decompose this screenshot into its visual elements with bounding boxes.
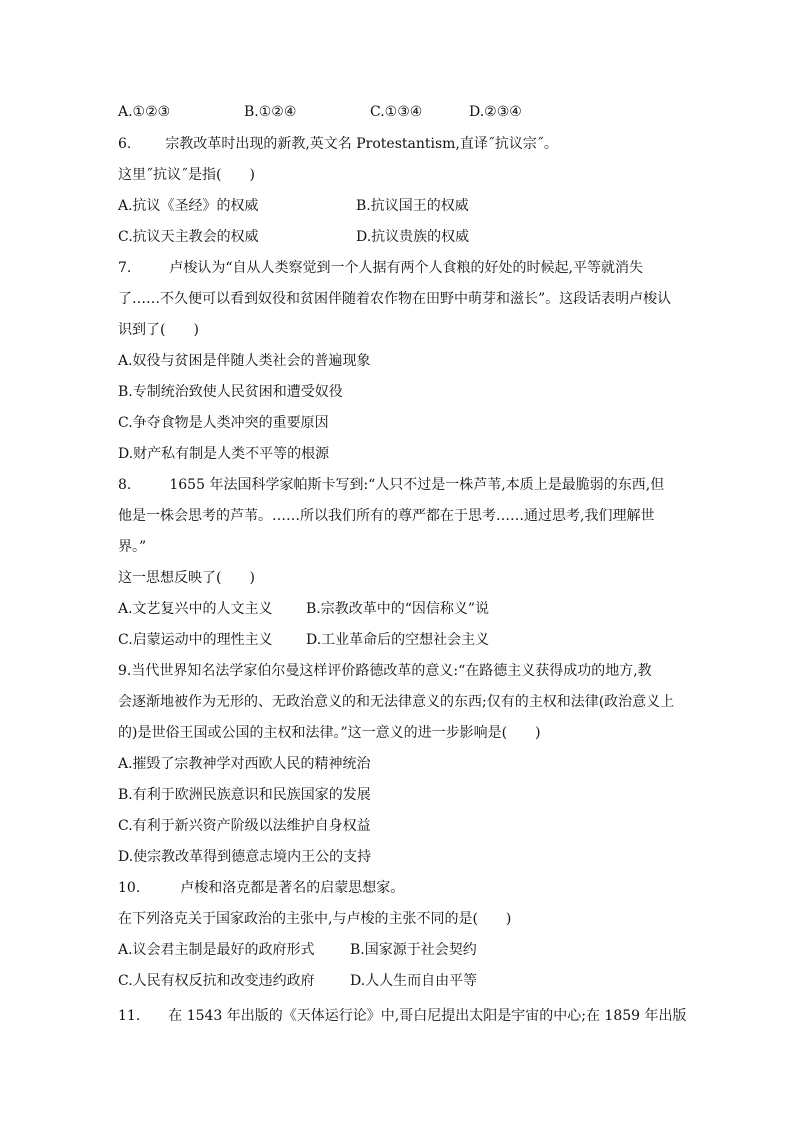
q9-option-b: B.有利于欧洲民族意识和民族国家的发展 <box>118 787 371 803</box>
q10-option-d: D.人人生而自由平等 <box>350 973 478 989</box>
q8-number: 8. <box>118 477 132 493</box>
q6-option-d: D.抗议贵族的权威 <box>356 229 470 245</box>
q8-stem-text: 1655 年法国科学家帕斯卡写到:“人只不过是一株芦苇,本质上是最脆弱的东西,但 <box>169 477 665 493</box>
q7-stem-line-3: 识到了( ) <box>118 322 199 338</box>
q7-number: 7. <box>118 260 132 276</box>
q8-option-a: A.文艺复兴中的人文主义 <box>118 601 273 617</box>
q11-stem-line-1 <box>118 1006 687 1026</box>
q5-option-a: A.①②③ <box>118 104 171 120</box>
q5-option-c: C.①③④ <box>370 104 423 120</box>
q11-number: 11. <box>118 1008 141 1024</box>
q8-option-b: B.宗教改革中的“因信称义”说 <box>306 601 490 617</box>
q10-stem-text: 卢梭和洛克都是著名的启蒙思想家。 <box>180 880 405 896</box>
q11-stem-text: 在 1543 年出版的《天体运行论》中,哥白尼提出太阳是宇宙的中心;在 1859 年出版 <box>168 1008 687 1024</box>
q8-stem-line-2: 他是一株会思考的芦苇。……所以我们所有的尊严都在于思考……通过思考,我们理解世 <box>118 508 655 524</box>
q7-stem-line-1 <box>118 258 643 278</box>
q9-stem-line-3: 的)是世俗王国或公国的主权和法律。”这一意义的进一步影响是( ) <box>118 725 541 741</box>
q6-option-a: A.抗议《圣经》的权威 <box>118 198 259 214</box>
q10-stem-line-2: 在下列洛克关于国家政治的主张中,与卢梭的主张不同的是( ) <box>118 911 512 927</box>
q6-number: 6. <box>118 136 132 152</box>
q8-stem-line-4: 这一思想反映了( ) <box>118 570 255 586</box>
q10-stem-line-1 <box>118 878 404 898</box>
q6-stem-line-2: 这里˝抗议˝是指( ) <box>118 167 255 183</box>
q9-option-d: D.使宗教改革得到德意志境内王公的支持 <box>118 849 372 865</box>
q9-stem-line-1: 9.当代世界知名法学家伯尔曼这样评价路德改革的意义:“在路德主义获得成功的地方,教 <box>118 663 652 679</box>
q6-option-c: C.抗议天主教会的权威 <box>118 229 259 245</box>
q7-stem-text: 卢梭认为“自从人类察觉到一个人据有两个人食粮的好处的时候起,平等就消失 <box>169 260 643 276</box>
q9-option-a: A.摧毁了宗教神学对西欧人民的精神统治 <box>118 756 371 772</box>
q10-number: 10. <box>118 880 141 896</box>
q10-option-c: C.人民有权反抗和改变违约政府 <box>118 973 315 989</box>
q8-stem-line-3: 界。” <box>118 539 147 555</box>
q5-option-b: B.①②④ <box>244 104 297 120</box>
q8-stem-line-1 <box>118 475 664 495</box>
q10-option-a: A.议会君主制是最好的政府形式 <box>118 942 315 958</box>
q6-stem-text: 宗教改革时出现的新教,英文名 Protestantism,直译˝抗议宗˝。 <box>165 136 558 152</box>
q8-option-c: C.启蒙运动中的理性主义 <box>118 632 273 648</box>
q10-option-b: B.国家源于社会契约 <box>350 942 477 958</box>
q5-option-d: D.②③④ <box>469 104 522 120</box>
q7-option-b: B.专制统治致使人民贫困和遭受奴役 <box>118 384 343 400</box>
q7-option-a: A.奴役与贫困是伴随人类社会的普遍现象 <box>118 353 371 369</box>
q8-option-d: D.工业革命后的空想社会主义 <box>306 632 490 648</box>
q6-option-b: B.抗议国王的权威 <box>356 198 469 214</box>
q7-option-d: D.财产私有制是人类不平等的根源 <box>118 446 330 462</box>
q7-option-c: C.争夺食物是人类冲突的重要原因 <box>118 415 329 431</box>
q9-stem-line-2: 会逐渐地被作为无形的、无政治意义的和无法律意义的东西;仅有的主权和法律(政治意义上 <box>118 694 675 710</box>
q6-stem-line-1 <box>118 134 558 154</box>
q9-option-c: C.有利于新兴资产阶级以法维护自身权益 <box>118 818 371 834</box>
q7-stem-line-2: 了……不久便可以看到奴役和贫困伴随着农作物在田野中萌芽和滋长”。这段话表明卢梭认 <box>118 291 672 307</box>
